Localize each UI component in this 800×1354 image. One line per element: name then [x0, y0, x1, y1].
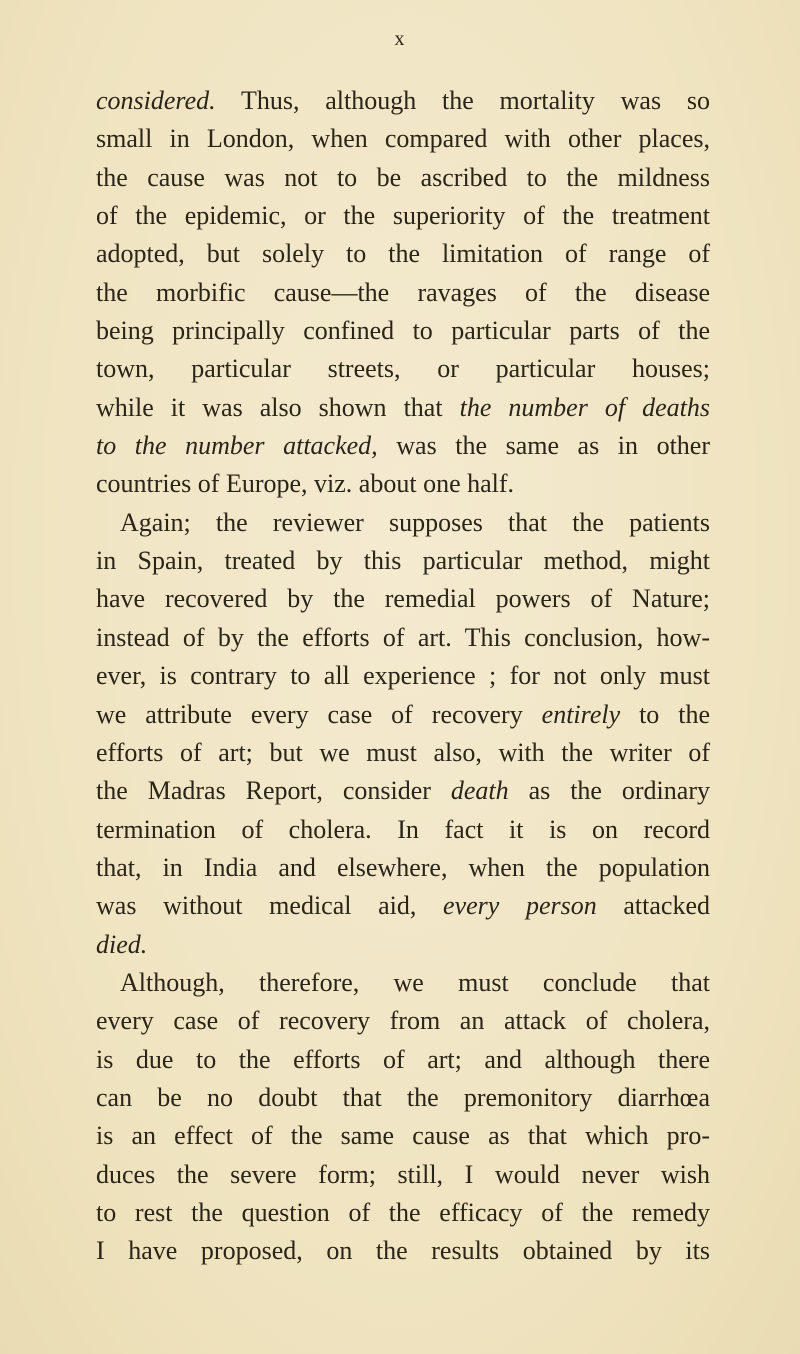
text-segment: I have proposed, on the results obtained by its — [96, 1236, 710, 1266]
text-line — [96, 504, 710, 542]
text-segment: to rest the question of the efficacy of the remedy — [96, 1197, 710, 1227]
text-segment: can be no doubt that the premonitory diarrhœa — [96, 1082, 710, 1112]
text-line — [96, 1079, 710, 1117]
text-line — [96, 235, 710, 273]
text-segment: is due to the efforts of art; and although there — [96, 1044, 710, 1074]
text-line — [96, 657, 710, 695]
text-line — [96, 1117, 710, 1155]
text-segment: the Madras Report, consider — [96, 776, 451, 806]
text-segment: was without medical aid, — [96, 891, 444, 921]
text-segment: town, particular streets, or particular houses; — [96, 354, 710, 384]
text-segment: duces the severe form; still, I would never wish — [96, 1159, 710, 1189]
text-line — [96, 465, 710, 503]
text-line — [96, 849, 710, 887]
text-line — [96, 580, 710, 618]
text-line — [96, 1041, 710, 1079]
text-line — [96, 120, 710, 158]
text-segment: to the — [620, 699, 710, 729]
italic-text: considered. — [96, 86, 216, 115]
text-line — [96, 350, 710, 388]
text-line — [96, 619, 710, 657]
text-segment: as the ordinary — [508, 776, 710, 806]
page-number: x — [394, 28, 406, 50]
text-line — [96, 197, 710, 235]
text-line — [96, 811, 710, 849]
text-segment: we attribute every case of recovery — [96, 699, 542, 729]
text-line — [96, 1002, 710, 1040]
text-segment: of the epidemic, or the superiority of the treatment — [96, 201, 710, 231]
text-segment: that, in India and elsewhere, when the population — [96, 852, 710, 882]
text-segment: efforts of art; but we must also, with the writer of — [96, 737, 710, 767]
text-segment: Again; the reviewer supposes that the patients — [120, 507, 710, 537]
text-segment: have recovered by the remedial powers of Nature; — [96, 584, 710, 614]
text-line — [96, 389, 710, 427]
italic-text: the number of deaths — [459, 392, 710, 422]
text-segment: being principally confined to particular parts of the — [96, 316, 710, 346]
text-line — [96, 1156, 710, 1194]
text-segment: while it was also shown that — [96, 392, 460, 422]
body-text — [96, 82, 710, 1271]
text-segment: was the same as in other — [377, 431, 710, 461]
text-line — [96, 312, 710, 350]
text-line — [96, 734, 710, 772]
text-segment: adopted, but solely to the limitation of range of — [96, 239, 710, 269]
text-segment: the morbific cause—the ravages of the disease — [96, 277, 710, 307]
text-line — [96, 1194, 710, 1232]
text-segment: countries of Europe, viz. about one half. — [96, 469, 515, 499]
text-line — [96, 926, 710, 964]
text-segment: in Spain, treated by this particular method, might — [96, 546, 710, 576]
text-segment: is an effect of the same cause as that which pro- — [96, 1121, 710, 1151]
text-line — [96, 887, 710, 925]
text-line — [96, 427, 710, 465]
text-segment: Although, therefore, we must conclude that — [120, 967, 710, 997]
text-line — [96, 772, 710, 810]
text-segment: the cause was not to be ascribed to the mildness — [96, 162, 710, 192]
text-line — [96, 159, 710, 197]
text-segment: small in London, when compared with other places, — [96, 124, 710, 154]
italic-text: died. — [96, 929, 148, 959]
italic-text: entirely — [541, 699, 621, 729]
text-line — [96, 82, 710, 120]
italic-text: to the number attacked, — [96, 431, 378, 461]
text-line — [96, 542, 710, 580]
text-line — [96, 964, 710, 1002]
text-line — [96, 696, 710, 734]
text-segment: ever, is contrary to all experience ; for not only must — [96, 661, 710, 691]
text-segment: every case of recovery from an attack of cholera, — [96, 1006, 710, 1036]
text-segment: instead of by the efforts of art. This conclusion, how- — [96, 622, 710, 652]
text-line — [96, 1232, 710, 1270]
text-segment: attacked — [596, 891, 710, 921]
text-segment: termination of cholera. In fact it is on record — [96, 814, 710, 844]
text-line — [96, 274, 710, 312]
text-segment: Thus, although the mortality was so — [215, 86, 710, 115]
italic-text: every person — [443, 891, 597, 921]
italic-text: death — [450, 776, 509, 806]
